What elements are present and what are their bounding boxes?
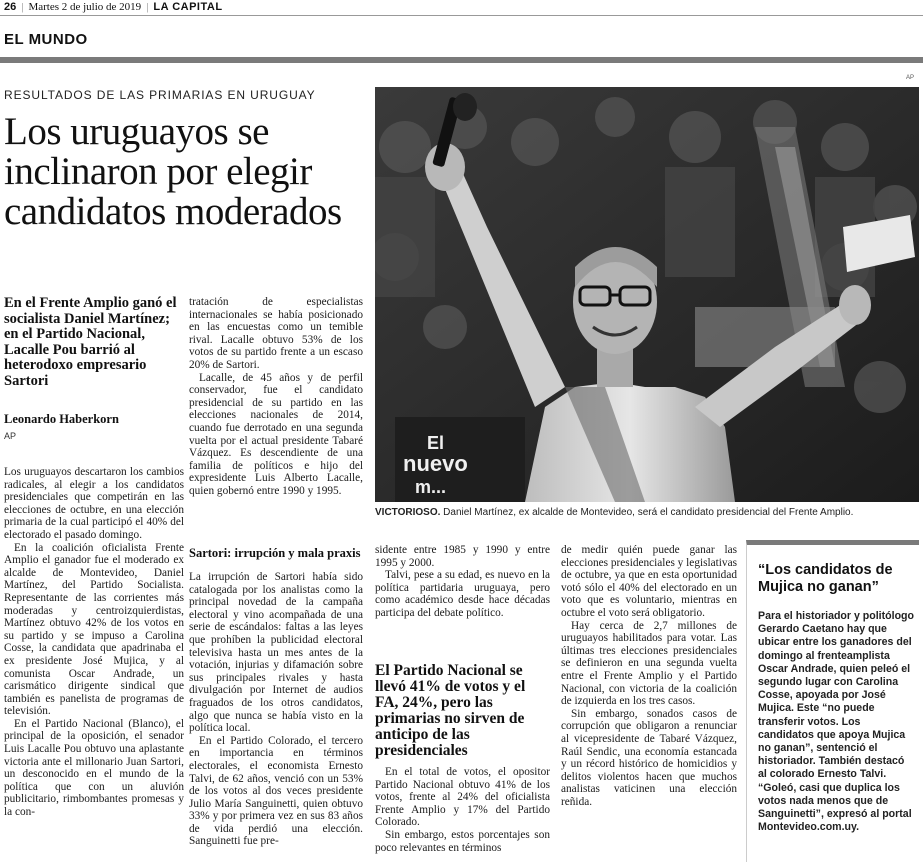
edition-date: Martes 2 de julio de 2019 — [28, 1, 142, 13]
paragraph: En el Partido Nacional (Blanco), el principal de la oposición, el senador Luis Lacalle Pou obtuvo una aplastante victoria ante el millonario Juan Sartori, un desconocido en el mundo de la política que con un aluvión publicitario, rimbombantes promesas y la con- — [4, 717, 184, 819]
article-column-3-bottom — [375, 766, 550, 854]
sign-text: nuevo — [403, 451, 468, 476]
header-rule — [0, 15, 923, 16]
paragraph: En la coalición oficialista Frente Amplio el ganador fue el moderado ex alcalde de Montevideo, Daniel Martínez, del Partido Socialista. Representante de las corrientes más moderadas y centroizquierdistas, Martínez obtuvo 42% de los votos en su partido y se impuso a Carolina Cosse, la candidata que apadrinaba el ex presidente José Mujica, y al comunista Oscar Andrade, un carismático dirigente sindical que también es panelista de programas de televisión. — [4, 541, 184, 718]
paragraph: Sin embargo, estos porcentajes son poco relevantes en términos — [375, 828, 550, 854]
publication-name: LA CAPITAL — [153, 1, 223, 13]
secondary-headline: El Partido Nacional se llevó 41% de votos y el FA, 24%, pero las primarias no sirven de anticipo de las presidenciales — [375, 662, 526, 759]
article-column-1 — [4, 466, 184, 819]
byline-agency: AP — [4, 431, 17, 441]
photo-caption — [375, 507, 919, 518]
photo-illustration — [375, 87, 919, 502]
article-column-2-top — [189, 296, 363, 498]
article-column-3-top — [375, 544, 550, 620]
photo-credit: AP — [906, 75, 915, 81]
sign-text: El — [427, 433, 445, 453]
article-kicker: RESULTADOS DE LAS PRIMARIAS EN URUGUAY — [4, 88, 316, 102]
paragraph: tratación de especialistas internacionales se había posicionado en las encuestas como un temible rival. Lacalle obtuvo 53% de los votos de su partido frente a un escaso 20% de Sartori. — [189, 296, 363, 371]
page-number: 26 — [4, 1, 17, 13]
article-column-2-bottom — [189, 571, 363, 848]
paragraph: En el total de votos, el opositor Partido Nacional obtuvo 41% de los votos, frente al 24% del oficialista Frente Amplio y 17% del Partido Colorado. — [375, 766, 550, 829]
article-deck: En el Frente Amplio ganó el socialista Daniel Martínez; en el Partido Nacional, Lacalle Pou barrió al heterodoxo empresario Sartori — [4, 295, 177, 389]
article-subhead: Sartori: irrupción y mala praxis — [189, 546, 361, 560]
section-rule — [0, 57, 923, 63]
paragraph: Los uruguayos descartaron los cambios radicales, al elegir a los candidatos presidenciales que competirán en las elecciones de octubre, en una elección primaria de la cual participó el 40% del electorado el pasado domingo. — [4, 466, 184, 541]
article-byline: Leonardo Haberkorn — [4, 412, 119, 426]
page-folio: 26 | Martes 2 de julio de 2019 | LA CAPITAL — [4, 1, 223, 13]
article-column-4 — [561, 544, 737, 808]
article-headline: Los uruguayos se inclinaron por elegir candidatos moderados — [4, 110, 342, 233]
sidebar-body: Para el historiador y politólogo Gerardo Caetano hay que ubicar entre los ganadores del domingo al frenteamplista Oscar Andrade, quien peleó el segundo lugar con Carolina Cosse, apoyada por José Mujica. Este “no puede transferir votos. Los candidatos que apoya Mujica no ganan”, sentenció el historiador. También destacó al colorado Ernesto Talvi. “Goleó, casi que duplica los votos nada menos que de Sanguinetti”, expresó al portal Montevideo.com.uy. — [758, 610, 914, 834]
paragraph: de medir quién puede ganar las elecciones presidenciales y legislativas de octubre, ya que en esta oportunidad votó sólo el 40% del electorado en un voto que es voluntario, mientras en octubre el voto será obligatorio. — [561, 544, 737, 619]
paragraph: Lacalle, de 45 años y de perfil conservador, fue el candidato presidencial de su partido en las elecciones nacionales de 2014, cuando fue derrotado en una segunda vuelta por el actual presidente Tabaré Vázquez. Es descendiente de una familia de políticos e hijo del expresidente Luis Alberto Lacalle, quien gobernó entre 1990 y 1995. — [189, 371, 363, 497]
paragraph: En el Partido Colorado, el tercero en importancia en términos electorales, el economista Ernesto Talvi, de 62 años, venció con un 53% de los votos al dos veces presidente Julio María Sanguinetti, quien obtuvo 33% y por primera vez en sus 83 años de vida perdió una elección. Sanguinetti fue pre- — [189, 734, 363, 848]
paragraph: Hay cerca de 2,7 millones de uruguayos habilitados para votar. Las últimas tres elecciones presidenciales se definieron en una segunda vuelta entre el Frente Amplio y el Partido Nacional, con victoria de la coalición de izquierda en los tres casos. — [561, 619, 737, 708]
paragraph: sidente entre 1985 y 1990 y entre 1995 y 2000. — [375, 544, 550, 569]
paragraph: La irrupción de Sartori había sido catalogada por los analistas como la principal novedad de la campaña electoral y vino acompañada de una serie de escándalos: faltas a las leyes que prohíben la publicidad electoral televisiva hasta un mes antes de la votación, injurias y difamación sobre sus principales rivales y hasta divulgación por Internet de audios fraguados de los otros candidatos, algo que nunca se había visto en la política local. — [189, 571, 363, 735]
sidebar-title: “Los candidatos de Mujica no ganan” — [758, 562, 893, 595]
section-title: EL MUNDO — [4, 31, 88, 48]
caption-text: Daniel Martínez, ex alcalde de Montevideo, será el candidato presidencial del Frente Amplio. — [443, 507, 854, 518]
paragraph: Sin embargo, sonados casos de corrupción que obligaron a renunciar al vicepresidente de Tabaré Vázquez, Raúl Sendic, una economía estancada y un récord histórico de homicidios y delitos violentos hacen que muchos analistas vaticinen una elección reñida. — [561, 707, 737, 808]
sign-text: m... — [415, 477, 447, 497]
paragraph: Talvi, pese a su edad, es nuevo en la política partidaria uruguaya, pero como académico desde hace décadas participa del debate político. — [375, 569, 550, 619]
caption-label: VICTORIOSO. — [375, 507, 441, 518]
news-photo — [375, 87, 919, 502]
